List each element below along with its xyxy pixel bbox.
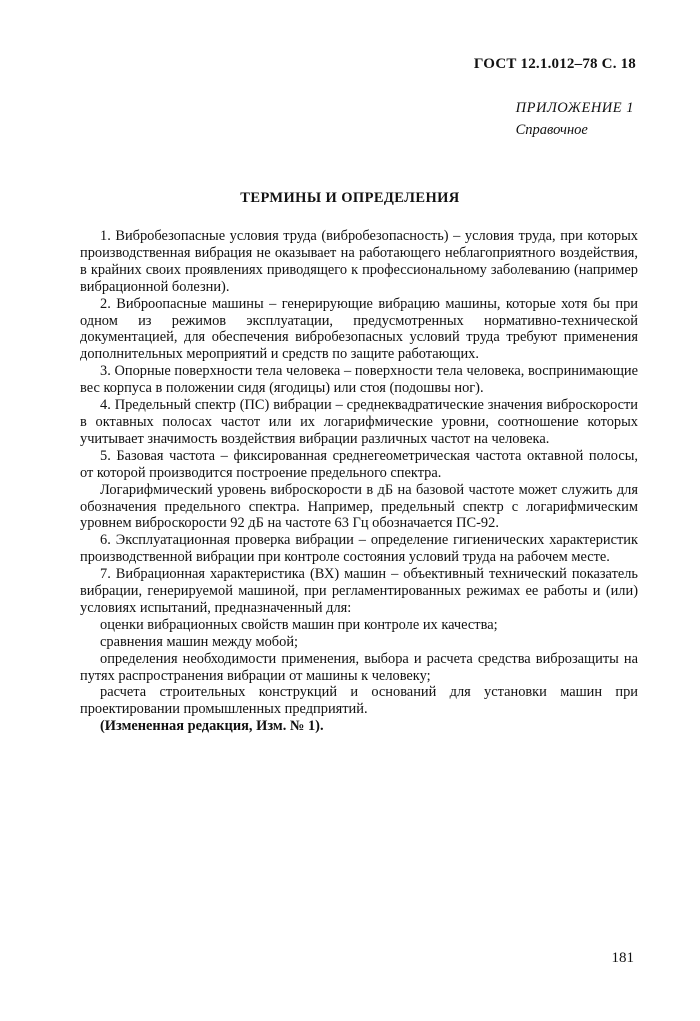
section-title: ТЕРМИНЫ И ОПРЕДЕЛЕНИЯ xyxy=(240,190,460,206)
appendix-label xyxy=(516,97,634,141)
paragraph-2: 2. Виброопасные машины – генерирующие вибрацию машины, которые хотя бы при одном из режимов эксплуатации, предусмотренных нормативно-технической документацией, для обеспечения вибробезопасных условий труда требуют применения дополнительных мероприятий и средств по защите работающих. xyxy=(80,295,638,363)
paragraph-6: 6. Эксплуатационная проверка вибрации – определение гигиенических характеристик производственной вибрации при контроле состояния условий труда на рабочем месте. xyxy=(80,532,638,566)
revision-note: (Измененная редакция, Изм. № 1). xyxy=(100,718,324,735)
list-item: сравнения машин между мобой; xyxy=(100,633,299,650)
paragraph-1: 1. Вибробезопасные условия труда (вибробезопасность) – условия труда, при которых производственная вибрация не оказывает на работающего неблагоприятного воздействия, в крайних своих проявлениях приводящего к профессиональному заболеванию (например вибрационной болезни). xyxy=(80,228,638,295)
paragraph-3: 3. Опорные поверхности тела человека – поверхности тела человека, воспринимающие вес корпуса в положении сидя (ягодицы) или стоя (подошвы ног). xyxy=(80,363,638,397)
paragraph-5-note: Логарифмический уровень виброскорости в дБ на базовой частоте может служить для обозначения предельного спектра. Например, предельный спектр с логарифмическим уровнем виброскорости 92 дБ на частоте 63 Гц обозначается ПС-92. xyxy=(80,481,638,532)
list-item: расчета строительных конструкций и оснований для установки машин при проектировании промышленных предприятий. xyxy=(80,684,638,718)
standard-code: ГОСТ 12.1.012–78 С. 18 xyxy=(473,56,636,72)
paragraph-4: 4. Предельный спектр (ПС) вибрации – среднеквадратические значения виброскорости в октавных полосах частот или их логарифмические уровни, соотношение которых учитывает значимость воздействия вибрации различных частот на человека. xyxy=(80,397,638,447)
page-number: 181 xyxy=(611,950,634,966)
list-item: определения необходимости применения, выбора и расчета средства виброзащиты на путях распространения вибрации от машины к человеку; xyxy=(80,650,638,684)
appendix-title: ПРИЛОЖЕНИЕ 1 xyxy=(515,100,634,116)
appendix-subtitle: Справочное xyxy=(515,122,588,138)
paragraph-7: 7. Вибрационная характеристика (ВХ) машин – объективный технический показатель вибрации, генерируемой машиной, при регламентированных режимах ее работы и (или) условиях испытаний, предназначенный для: xyxy=(80,566,638,616)
paragraph-5: 5. Базовая частота – фиксированная среднегеометрическая частота октавной полосы, от которой производится построение предельного спектра. xyxy=(80,447,638,481)
list-item: оценки вибрационных свойств машин при контроле их качества; xyxy=(100,616,498,633)
definitions-body xyxy=(80,228,638,735)
